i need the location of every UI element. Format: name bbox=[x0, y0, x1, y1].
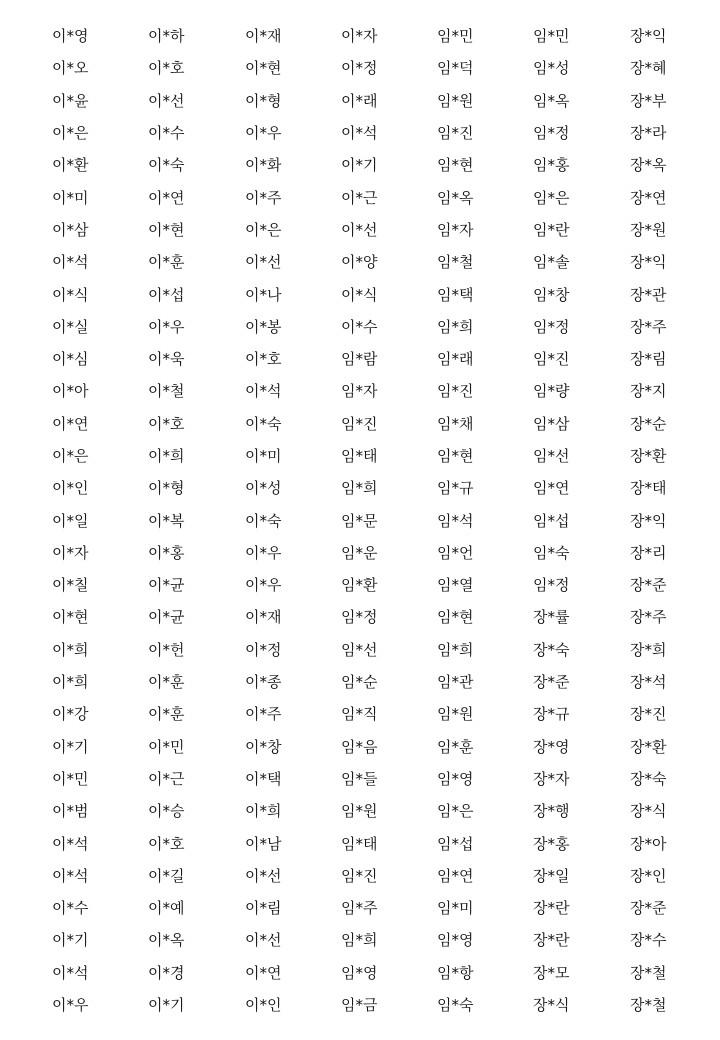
name-cell: 장*석 bbox=[630, 673, 667, 692]
table-row bbox=[0, 924, 720, 956]
name-cell: 이*정 bbox=[245, 640, 282, 659]
table-row bbox=[0, 989, 720, 1021]
table-row bbox=[0, 698, 720, 730]
name-cell: 이*림 bbox=[245, 899, 282, 918]
name-cell: 이*숙 bbox=[245, 511, 282, 530]
name-cell: 임*숙 bbox=[533, 543, 570, 562]
name-cell: 이*우 bbox=[52, 996, 89, 1015]
name-cell: 이*호 bbox=[245, 350, 282, 369]
name-cell: 임*덕 bbox=[437, 59, 474, 78]
name-cell: 이*남 bbox=[245, 834, 282, 853]
name-cell: 임*정 bbox=[341, 608, 378, 627]
table-row bbox=[0, 149, 720, 181]
name-cell: 임*희 bbox=[341, 479, 378, 498]
name-cell: 장*혜 bbox=[630, 59, 667, 78]
name-cell: 임*문 bbox=[341, 511, 378, 530]
name-cell: 이*석 bbox=[52, 866, 89, 885]
name-cell: 이*훈 bbox=[148, 253, 185, 272]
name-cell: 임*래 bbox=[437, 350, 474, 369]
name-cell: 이*우 bbox=[148, 317, 185, 336]
name-cell: 임*언 bbox=[437, 543, 474, 562]
name-cell: 장*식 bbox=[630, 802, 667, 821]
name-cell: 이*나 bbox=[245, 285, 282, 304]
name-cell: 임*택 bbox=[437, 285, 474, 304]
name-cell: 장*자 bbox=[533, 769, 570, 788]
table-row bbox=[0, 860, 720, 892]
name-cell: 장*익 bbox=[630, 27, 667, 46]
name-cell: 이*환 bbox=[52, 156, 89, 175]
table-row bbox=[0, 601, 720, 633]
name-cell: 장*숙 bbox=[630, 769, 667, 788]
name-cell: 이*미 bbox=[52, 188, 89, 207]
name-cell: 장*원 bbox=[630, 220, 667, 239]
name-cell: 임*희 bbox=[437, 640, 474, 659]
name-cell: 임*순 bbox=[341, 673, 378, 692]
name-cell: 이*수 bbox=[52, 899, 89, 918]
name-cell: 이*우 bbox=[245, 543, 282, 562]
name-cell: 임*열 bbox=[437, 576, 474, 595]
name-cell: 임*정 bbox=[533, 124, 570, 143]
name-cell: 장*식 bbox=[533, 996, 570, 1015]
name-cell: 이*숙 bbox=[148, 156, 185, 175]
name-cell: 이*석 bbox=[52, 834, 89, 853]
name-cell: 장*인 bbox=[630, 866, 667, 885]
name-cell: 장*준 bbox=[630, 576, 667, 595]
name-cell: 장*란 bbox=[533, 931, 570, 950]
name-cell: 이*식 bbox=[52, 285, 89, 304]
name-cell: 이*선 bbox=[148, 91, 185, 110]
table-row bbox=[0, 117, 720, 149]
name-cell: 이*욱 bbox=[148, 350, 185, 369]
name-cell: 이*석 bbox=[245, 382, 282, 401]
name-cell: 이*우 bbox=[245, 124, 282, 143]
name-cell: 임*숙 bbox=[437, 996, 474, 1015]
name-cell: 이*현 bbox=[245, 59, 282, 78]
name-cell: 이*희 bbox=[245, 802, 282, 821]
name-cell: 임*정 bbox=[533, 576, 570, 595]
table-row bbox=[0, 246, 720, 278]
name-cell: 이*기 bbox=[148, 996, 185, 1015]
name-cell: 임*금 bbox=[341, 996, 378, 1015]
table-row bbox=[0, 731, 720, 763]
name-cell: 장*진 bbox=[630, 705, 667, 724]
table-row bbox=[0, 278, 720, 310]
name-cell: 임*진 bbox=[437, 124, 474, 143]
name-cell: 이*주 bbox=[245, 188, 282, 207]
name-cell: 이*영 bbox=[52, 27, 89, 46]
name-cell: 임*태 bbox=[341, 447, 378, 465]
table-row bbox=[0, 214, 720, 246]
name-cell: 이*승 bbox=[148, 802, 185, 821]
name-cell: 임*환 bbox=[341, 576, 378, 595]
name-cell: 장*주 bbox=[630, 317, 667, 336]
name-cell: 이*범 bbox=[52, 802, 89, 821]
name-cell: 장*지 bbox=[630, 382, 667, 401]
name-cell: 이*민 bbox=[52, 769, 89, 788]
name-cell: 이*수 bbox=[341, 317, 378, 336]
name-cell: 이*강 bbox=[52, 705, 89, 724]
name-cell: 임*들 bbox=[341, 769, 378, 788]
name-cell: 임*량 bbox=[533, 382, 570, 401]
name-cell: 이*양 bbox=[341, 253, 378, 272]
name-cell: 장*주 bbox=[630, 608, 667, 627]
name-cell: 이*석 bbox=[341, 124, 378, 143]
name-cell: 임*현 bbox=[437, 156, 474, 175]
table-row bbox=[0, 827, 720, 859]
name-cell: 이*훈 bbox=[148, 673, 185, 692]
name-cell: 임*은 bbox=[533, 188, 570, 207]
name-cell: 이*종 bbox=[245, 673, 282, 692]
table-row bbox=[0, 440, 720, 472]
name-cell: 장*철 bbox=[630, 996, 667, 1015]
name-cell: 임*영 bbox=[437, 769, 474, 788]
name-cell: 이*기 bbox=[52, 931, 89, 950]
name-cell: 장*수 bbox=[630, 931, 667, 950]
table-row bbox=[0, 408, 720, 440]
table-row bbox=[0, 634, 720, 666]
name-cell: 이*정 bbox=[341, 59, 378, 78]
name-cell: 임*홍 bbox=[533, 156, 570, 175]
name-cell: 장*부 bbox=[630, 91, 667, 110]
table-row bbox=[0, 52, 720, 84]
name-cell: 장*태 bbox=[630, 479, 667, 498]
name-cell: 장*순 bbox=[630, 414, 667, 433]
name-cell: 장*란 bbox=[533, 899, 570, 918]
name-cell: 이*예 bbox=[148, 899, 185, 918]
name-cell: 임*희 bbox=[341, 931, 378, 950]
name-cell: 임*란 bbox=[533, 220, 570, 239]
name-cell: 임*선 bbox=[341, 640, 378, 659]
name-cell: 이*민 bbox=[148, 737, 185, 756]
table-row bbox=[0, 957, 720, 989]
name-cell: 이*석 bbox=[52, 963, 89, 982]
name-cell: 이*숙 bbox=[245, 414, 282, 433]
name-cell: 장*규 bbox=[533, 705, 570, 724]
table-row bbox=[0, 666, 720, 698]
name-cell: 임*솔 bbox=[533, 253, 570, 272]
name-cell: 이*래 bbox=[341, 91, 378, 110]
table-row bbox=[0, 181, 720, 213]
name-cell: 이*현 bbox=[52, 608, 89, 627]
table-row bbox=[0, 569, 720, 601]
name-cell: 이*희 bbox=[52, 673, 89, 692]
name-cell: 장*라 bbox=[630, 124, 667, 143]
table-row bbox=[0, 892, 720, 924]
name-cell: 임*주 bbox=[341, 899, 378, 918]
table-row bbox=[0, 795, 720, 827]
name-cell: 장*연 bbox=[630, 188, 667, 207]
name-cell: 이*수 bbox=[148, 124, 185, 143]
name-cell: 임*운 bbox=[341, 543, 378, 562]
name-cell: 이*복 bbox=[148, 511, 185, 530]
name-cell: 임*석 bbox=[437, 511, 474, 530]
name-cell: 이*우 bbox=[245, 576, 282, 595]
name-cell: 이*경 bbox=[148, 963, 185, 982]
name-cell: 임*은 bbox=[437, 802, 474, 821]
name-cell: 임*민 bbox=[533, 27, 570, 46]
name-cell: 이*근 bbox=[341, 188, 378, 207]
name-cell: 이*오 bbox=[52, 59, 89, 78]
name-cell: 임*채 bbox=[437, 414, 474, 433]
name-cell: 임*진 bbox=[341, 414, 378, 433]
name-cell: 이*윤 bbox=[52, 91, 89, 110]
name-cell: 이*선 bbox=[341, 220, 378, 239]
name-cell: 이*호 bbox=[148, 414, 185, 433]
name-cell: 장*리 bbox=[630, 543, 667, 562]
name-cell: 임*자 bbox=[437, 220, 474, 239]
name-cell: 임*항 bbox=[437, 963, 474, 982]
name-cell: 임*철 bbox=[437, 253, 474, 272]
name-cell: 이*자 bbox=[52, 543, 89, 562]
name-cell: 이*주 bbox=[245, 705, 282, 724]
name-cell: 이*창 bbox=[245, 737, 282, 756]
name-cell: 임*삼 bbox=[533, 414, 570, 433]
name-cell: 임*람 bbox=[341, 350, 378, 369]
name-cell: 임*섭 bbox=[533, 511, 570, 530]
name-cell: 임*정 bbox=[533, 317, 570, 336]
name-cell: 이*홍 bbox=[148, 543, 185, 562]
name-cell: 이*연 bbox=[148, 188, 185, 207]
table-row bbox=[0, 20, 720, 52]
name-cell: 이*선 bbox=[245, 866, 282, 885]
name-cell: 이*화 bbox=[245, 156, 282, 175]
name-cell: 이*칠 bbox=[52, 576, 89, 595]
name-cell: 임*진 bbox=[437, 382, 474, 401]
name-cell: 이*연 bbox=[245, 963, 282, 982]
name-cell: 장*환 bbox=[630, 737, 667, 756]
name-cell: 이*기 bbox=[52, 737, 89, 756]
name-cell: 이*섭 bbox=[148, 285, 185, 304]
name-cell: 임*현 bbox=[437, 608, 474, 627]
table-row bbox=[0, 537, 720, 569]
name-cell: 임*자 bbox=[341, 382, 378, 401]
name-cell: 이*옥 bbox=[148, 931, 185, 950]
table-row bbox=[0, 343, 720, 375]
name-cell: 임*연 bbox=[533, 479, 570, 498]
name-cell: 이*미 bbox=[245, 447, 282, 465]
name-cell: 이*일 bbox=[52, 511, 89, 530]
table-row bbox=[0, 763, 720, 795]
name-cell: 임*연 bbox=[437, 866, 474, 885]
name-cell: 임*미 bbox=[437, 899, 474, 918]
name-cell: 임*규 bbox=[437, 479, 474, 498]
name-cell: 이*선 bbox=[245, 253, 282, 272]
name-cell: 임*훈 bbox=[437, 737, 474, 756]
name-cell: 이*형 bbox=[148, 479, 185, 498]
name-cell: 임*음 bbox=[341, 737, 378, 756]
name-cell: 이*은 bbox=[52, 124, 89, 143]
name-cell: 이*현 bbox=[148, 220, 185, 239]
name-cell: 이*연 bbox=[52, 414, 89, 433]
name-cell: 이*호 bbox=[148, 59, 185, 78]
name-cell: 이*심 bbox=[52, 350, 89, 369]
name-cell: 임*민 bbox=[437, 27, 474, 46]
name-cell: 이*철 bbox=[148, 382, 185, 401]
name-cell: 장*영 bbox=[533, 737, 570, 756]
name-cell: 임*옥 bbox=[533, 91, 570, 110]
name-cell: 이*재 bbox=[245, 608, 282, 627]
name-cell: 임*원 bbox=[437, 91, 474, 110]
name-cell: 임*태 bbox=[341, 834, 378, 853]
name-cell: 이*선 bbox=[245, 931, 282, 950]
name-cell: 이*은 bbox=[245, 220, 282, 239]
name-cell: 장*희 bbox=[630, 640, 667, 659]
name-cell: 이*근 bbox=[148, 769, 185, 788]
name-cell: 이*인 bbox=[52, 479, 89, 498]
name-cell: 이*길 bbox=[148, 866, 185, 885]
table-row bbox=[0, 85, 720, 117]
name-cell: 이*삼 bbox=[52, 220, 89, 239]
name-cell: 임*직 bbox=[341, 705, 378, 724]
name-cell: 이*실 bbox=[52, 317, 89, 336]
name-cell: 임*희 bbox=[437, 317, 474, 336]
name-cell: 임*영 bbox=[437, 931, 474, 950]
name-cell: 임*원 bbox=[341, 802, 378, 821]
name-cell: 임*영 bbox=[341, 963, 378, 982]
name-cell: 이*형 bbox=[245, 91, 282, 110]
name-cell: 장*아 bbox=[630, 834, 667, 853]
name-cell: 이*은 bbox=[52, 447, 89, 465]
name-cell: 장*림 bbox=[630, 350, 667, 369]
name-cell: 이*자 bbox=[341, 27, 378, 46]
name-cell: 임*섭 bbox=[437, 834, 474, 853]
name-cell: 임*옥 bbox=[437, 188, 474, 207]
name-cell: 이*식 bbox=[341, 285, 378, 304]
name-cell: 장*환 bbox=[630, 447, 667, 465]
name-cell: 장*행 bbox=[533, 802, 570, 821]
name-cell: 이*성 bbox=[245, 479, 282, 498]
table-row bbox=[0, 375, 720, 407]
name-cell: 이*봉 bbox=[245, 317, 282, 336]
name-cell: 장*일 bbox=[533, 866, 570, 885]
name-cell: 이*균 bbox=[148, 576, 185, 595]
table-row bbox=[0, 504, 720, 536]
name-cell: 임*성 bbox=[533, 59, 570, 78]
name-cell: 장*홍 bbox=[533, 834, 570, 853]
name-cell: 이*희 bbox=[52, 640, 89, 659]
name-cell: 장*준 bbox=[630, 899, 667, 918]
name-cell: 장*익 bbox=[630, 253, 667, 272]
name-cell: 이*헌 bbox=[148, 640, 185, 659]
name-cell: 이*인 bbox=[245, 996, 282, 1015]
name-cell: 장*률 bbox=[533, 608, 570, 627]
name-cell: 임*관 bbox=[437, 673, 474, 692]
name-grid bbox=[0, 20, 720, 1021]
name-cell: 이*택 bbox=[245, 769, 282, 788]
name-cell: 임*원 bbox=[437, 705, 474, 724]
name-cell: 장*숙 bbox=[533, 640, 570, 659]
name-cell: 이*균 bbox=[148, 608, 185, 627]
name-cell: 이*아 bbox=[52, 382, 89, 401]
name-cell: 임*선 bbox=[533, 447, 570, 465]
name-cell: 이*훈 bbox=[148, 705, 185, 724]
name-cell: 장*익 bbox=[630, 511, 667, 530]
table-row bbox=[0, 472, 720, 504]
name-cell: 임*창 bbox=[533, 285, 570, 304]
name-cell: 이*석 bbox=[52, 253, 89, 272]
name-cell: 임*진 bbox=[533, 350, 570, 369]
name-cell: 장*철 bbox=[630, 963, 667, 982]
name-cell: 이*하 bbox=[148, 27, 185, 46]
name-cell: 장*옥 bbox=[630, 156, 667, 175]
name-cell: 이*재 bbox=[245, 27, 282, 46]
name-cell: 장*준 bbox=[533, 673, 570, 692]
name-cell: 이*희 bbox=[148, 447, 185, 465]
name-cell: 이*기 bbox=[341, 156, 378, 175]
name-cell: 장*모 bbox=[533, 963, 570, 982]
name-cell: 임*진 bbox=[341, 866, 378, 885]
name-cell: 장*관 bbox=[630, 285, 667, 304]
name-cell: 이*호 bbox=[148, 834, 185, 853]
name-cell: 임*현 bbox=[437, 447, 474, 465]
table-row bbox=[0, 311, 720, 343]
